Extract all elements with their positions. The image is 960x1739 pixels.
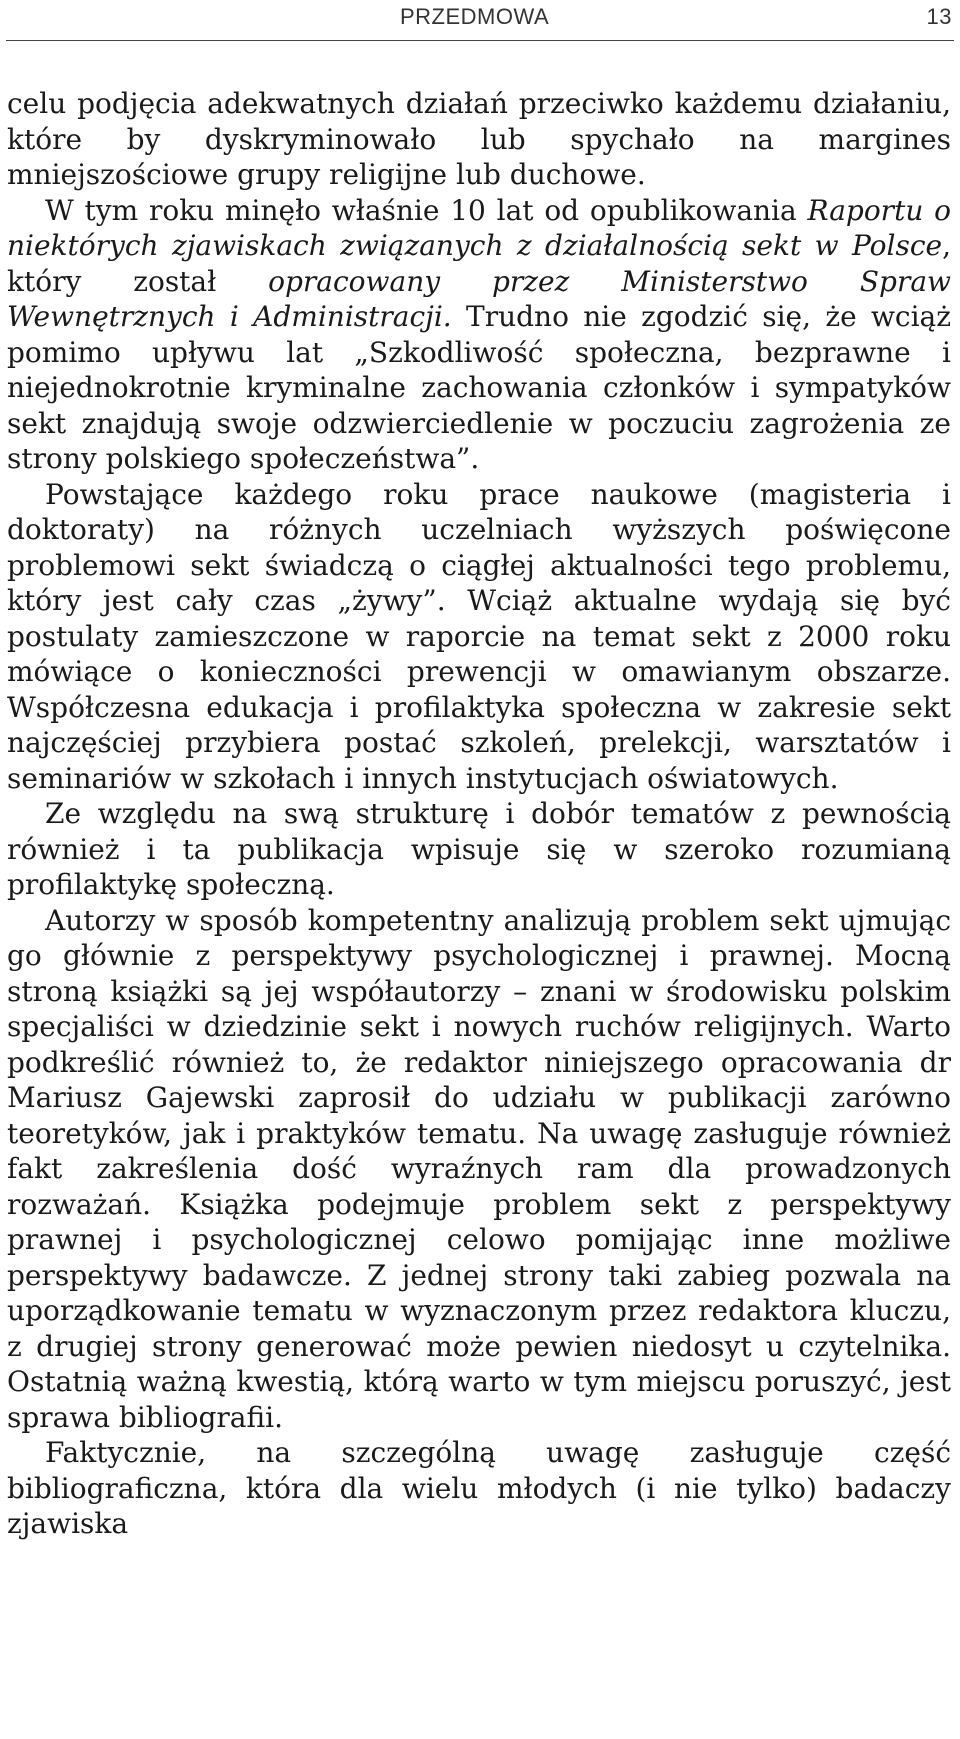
report-title: Raportu o niektórych zjawiskach związanych z działalnością sekt w Polsce [7,193,951,262]
paragraph-1-text: celu podjęcia adekwatnych działań przeciwko każdemu działaniu, które by dyskryminowało lub spychało na margines mniejszościowe grupy religijne lub duchowe. [7,87,951,191]
paragraph-3-text: Powstające każdego roku prace naukowe (magisteria i doktoraty) na różnych uczelniach wyższych poświęcone problemowi sekt świadczą o ciągłej aktualności tego problemu, który jest cały czas „żywy”. Wciąż aktualne wydają się być postulaty zamieszczone w raporcie na temat sekt z 2000 roku mówiące o konieczności prewencji w omawianym obszarze. Współczesna edukacja i profilaktyka społeczna w zakresie sekt najczęściej przybiera postać szkoleń, prelekcji, warsztatów i seminariów w szkołach i innych instytucjach oświatowych. [7,477,951,795]
paragraph-2 [7,193,951,477]
paragraph-1 [7,86,951,193]
paragraph-4-text: Ze względu na swą strukturę i dobór tematów z pewnością również i ta publikacja wpisuje się w szeroko rozumianą profilaktykę społeczną. [7,797,951,901]
paragraph-6 [7,1435,951,1542]
paragraph-5 [7,903,951,1436]
page-number: 13 [926,4,952,29]
running-title: PRZEDMOWA [400,4,550,29]
paragraph-6-text: Faktycznie, na szczególną uwagę zasługuje część bibliograficzna, która dla wielu młodych (i nie tylko) badaczy zjawiska [7,1436,951,1540]
paragraph-2-text-c: Trudno nie zgodzić się, że wciąż pomimo upływu lat „Szkodliwość społeczna, bezprawne i niejednokrotnie kryminalne zachowania członków i sympatyków sekt znajdują swoje odzwierciedlenie w poczuciu zagrożenia ze strony polskiego społeczeństwa”. [7,300,952,475]
paragraph-4 [7,796,951,903]
paragraph-2-text-a: W tym roku minęło właśnie 10 lat od opublikowania [45,193,808,227]
ministry-phrase: opracowany przez Ministerstwo Spraw Wewnętrznych i Administracji. [7,264,951,333]
header-rule [6,40,954,41]
body-text [7,86,951,1542]
paragraph-3 [7,477,951,797]
paragraph-2-text-b: , który został [7,229,951,298]
page-header [0,0,960,42]
paragraph-5-text: Autorzy w sposób kompetentny analizują problem sekt ujmując go głównie z perspektywy psychologicznej i prawnej. Mocną stroną książki są jej współautorzy – znani w środowisku polskim specjaliści w dziedzinie sekt i nowych ruchów religijnych. Warto podkreślić również to, że redaktor niniejszego opracowania dr Mariusz Gajewski zaprosił do udziału w publikacji zarówno teoretyków, jak i praktyków tematu. Na uwagę zasługuje również fakt zakreślenia dość wyraźnych ram dla prowadzonych rozważań. Książka podejmuje problem sekt z perspektywy prawnej i psychologicznej celowo pomijając inne możliwe perspektywy badawcze. Z jednej strony taki zabieg pozwala na uporządkowanie tematu w wyznaczonym przez redaktora kluczu, z drugiej strony generować może pewien niedosyt u czytelnika. Ostatnią ważną kwestią, którą warto w tym miejscu poruszyć, jest sprawa bibliografii. [7,903,951,1434]
